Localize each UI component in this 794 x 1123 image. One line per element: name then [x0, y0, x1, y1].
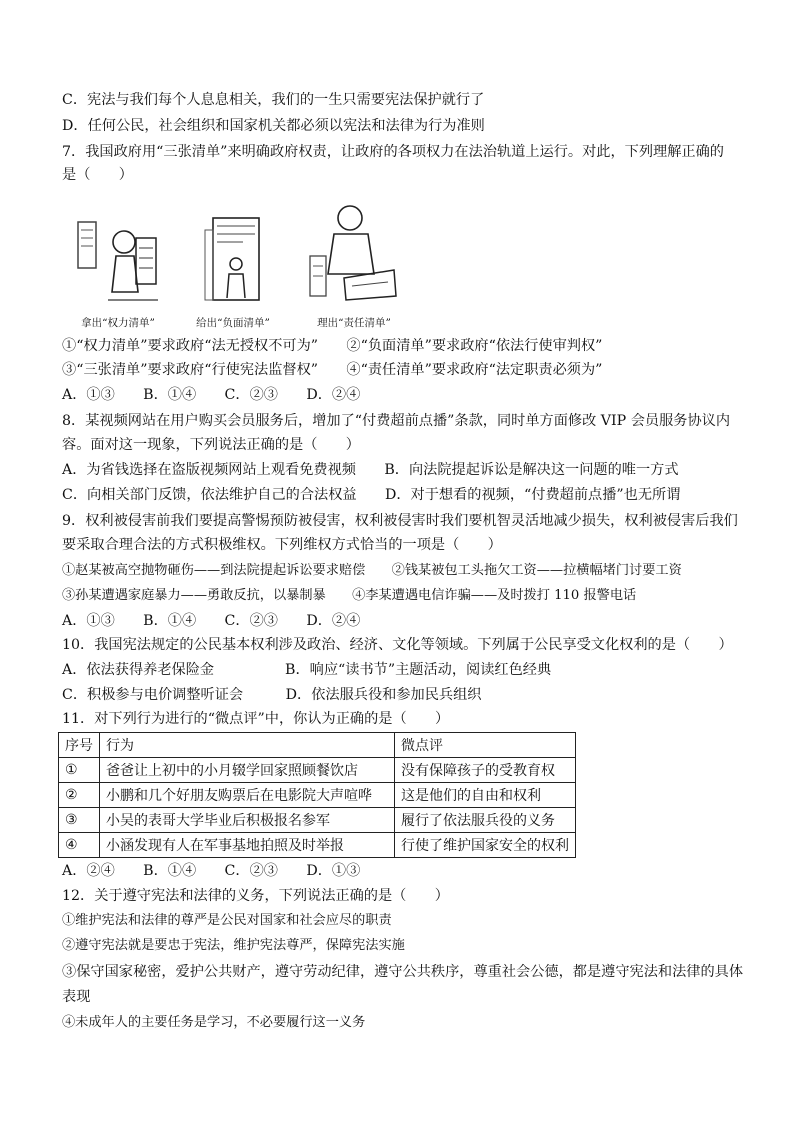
- caption-negative-list: 给出“负面清单”: [196, 317, 270, 329]
- q12-option-4: ④未成年人的主要任务是学习，不必要履行这一义务: [62, 1015, 366, 1030]
- q6-option-c: C．宪法与我们每个人息息相关，我们的一生只需要宪法保护就行了: [62, 92, 485, 108]
- row-comment: 这是他们的自由和权利: [395, 783, 576, 808]
- q10-options-ab: A．依法获得养老保险金 B．响应“读书节”主题活动，阅读红色经典: [62, 662, 552, 678]
- header-index: 序号: [59, 733, 100, 758]
- q11-answers: A．②④ B．①④ C．②③ D．①③: [62, 863, 361, 879]
- row-index: ③: [59, 808, 100, 833]
- row-behavior: 爸爸让上初中的小月辍学回家照顾餐饮店: [100, 758, 395, 783]
- q7-stem-cont: 是（ ）: [62, 167, 133, 183]
- micro-review-table: [58, 732, 576, 858]
- q7-stem: 7．我国政府用“三张清单”来明确政府权责，让政府的各项权力在法治轨道上运行。对此，下列理解正确的: [62, 144, 724, 160]
- row-index: ①: [59, 758, 100, 783]
- q7-answers: A．①③ B．①④ C．②③ D．②④: [62, 387, 361, 403]
- caption-responsibility-list: 理出“责任清单”: [317, 317, 391, 329]
- q11-stem: 11．对下列行为进行的“微点评”中，你认为正确的是（ ）: [62, 711, 450, 727]
- q9-options-2: ③孙某遭遇家庭暴力——勇敢反抗，以暴制暴 ④李某遭遇电信诈骗——及时拨打 110 报警电话: [62, 588, 637, 603]
- table-header-row: [59, 733, 576, 758]
- q7-options-2: ③“三张清单”要求政府“行使宪法监督权” ④“责任清单”要求政府“法定职责必须为”: [62, 362, 603, 378]
- header-behavior: 行为: [100, 733, 395, 758]
- q8-options-cd: C．向相关部门反馈，依法维护自己的合法权益 D．对于想看的视频，“付费超前点播”也无所谓: [62, 487, 681, 503]
- q8-stem-cont: 容。面对这一现象，下列说法正确的是（ ）: [62, 437, 360, 453]
- table-row: [59, 783, 576, 808]
- q12-stem: 12．关于遵守宪法和法律的义务，下列说法正确的是（ ）: [62, 888, 449, 904]
- row-behavior: 小涵发现有人在军事基地拍照及时举报: [100, 833, 395, 858]
- q9-stem-cont: 要采取合理合法的方式积极维权。下列维权方式恰当的一项是（ ）: [62, 537, 502, 553]
- q7-options-1: ①“权力清单”要求政府“法无授权不可为” ②“负面清单”要求政府“依法行使审判权”: [62, 338, 603, 354]
- row-comment: 没有保障孩子的受教育权: [395, 758, 576, 783]
- q12-option-3: ③保守国家秘密，爱护公共财产，遵守劳动纪律，遵守公共秩序，尊重社会公德，都是遵守宪法和法律的具体: [62, 964, 744, 980]
- caption-power-list: 拿出“权力清单”: [81, 317, 155, 329]
- q12-option-2: ②遵守宪法就是要忠于宪法，维护宪法尊严，保障宪法实施: [62, 938, 405, 953]
- row-index: ②: [59, 783, 100, 808]
- row-index: ④: [59, 833, 100, 858]
- q8-options-ab: A．为省钱选择在盗版视频网站上观看免费视频 B．向法院提起诉讼是解决这一问题的唯一方式: [62, 462, 679, 478]
- responsibility-list-illustration: [304, 200, 404, 330]
- table-row: [59, 808, 576, 833]
- q8-stem: 8．某视频网站在用户购买会员服务后，增加了“付费超前点播”条款，同时单方面修改 VIP 会员服务协议内: [62, 413, 731, 429]
- q12-option-1: ①维护宪法和法律的尊严是公民对国家和社会应尽的职责: [62, 913, 392, 928]
- table-row: [59, 758, 576, 783]
- q10-options-cd: C．积极参与电价调整听证会 D．依法服兵役和参加民兵组织: [62, 687, 482, 703]
- q10-stem: 10．我国宪法规定的公民基本权利涉及政治、经济、文化等领域。下列属于公民享受文化权利的是（ ）: [62, 637, 733, 653]
- row-comment: 履行了依法服兵役的义务: [395, 808, 576, 833]
- row-behavior: 小鹏和几个好朋友购票后在电影院大声喧哗: [100, 783, 395, 808]
- three-lists-cartoon: [68, 200, 408, 330]
- q9-stem: 9．权利被侵害前我们要提高警惕预防被侵害，权利被侵害时我们要机智灵活地减少损失，权利被侵害后我们: [62, 513, 738, 529]
- q9-options-1: ①赵某被高空抛物砸伤——到法院提起诉讼要求赔偿 ②钱某被包工头拖欠工资——拉横幅堵门讨要工资: [62, 563, 682, 578]
- q9-answers: A．①③ B．①④ C．②③ D．②④: [62, 613, 361, 629]
- table-row: [59, 833, 576, 858]
- power-list-illustration: [68, 200, 168, 330]
- q6-option-d: D．任何公民，社会组织和国家机关都必须以宪法和法律为行为准则: [62, 118, 485, 134]
- negative-list-illustration: [183, 200, 283, 330]
- header-comment: 微点评: [395, 733, 576, 758]
- row-comment: 行使了维护国家安全的权利: [395, 833, 576, 858]
- q12-option-3-cont: 表现: [62, 989, 91, 1005]
- row-behavior: 小吴的表哥大学毕业后积极报名参军: [100, 808, 395, 833]
